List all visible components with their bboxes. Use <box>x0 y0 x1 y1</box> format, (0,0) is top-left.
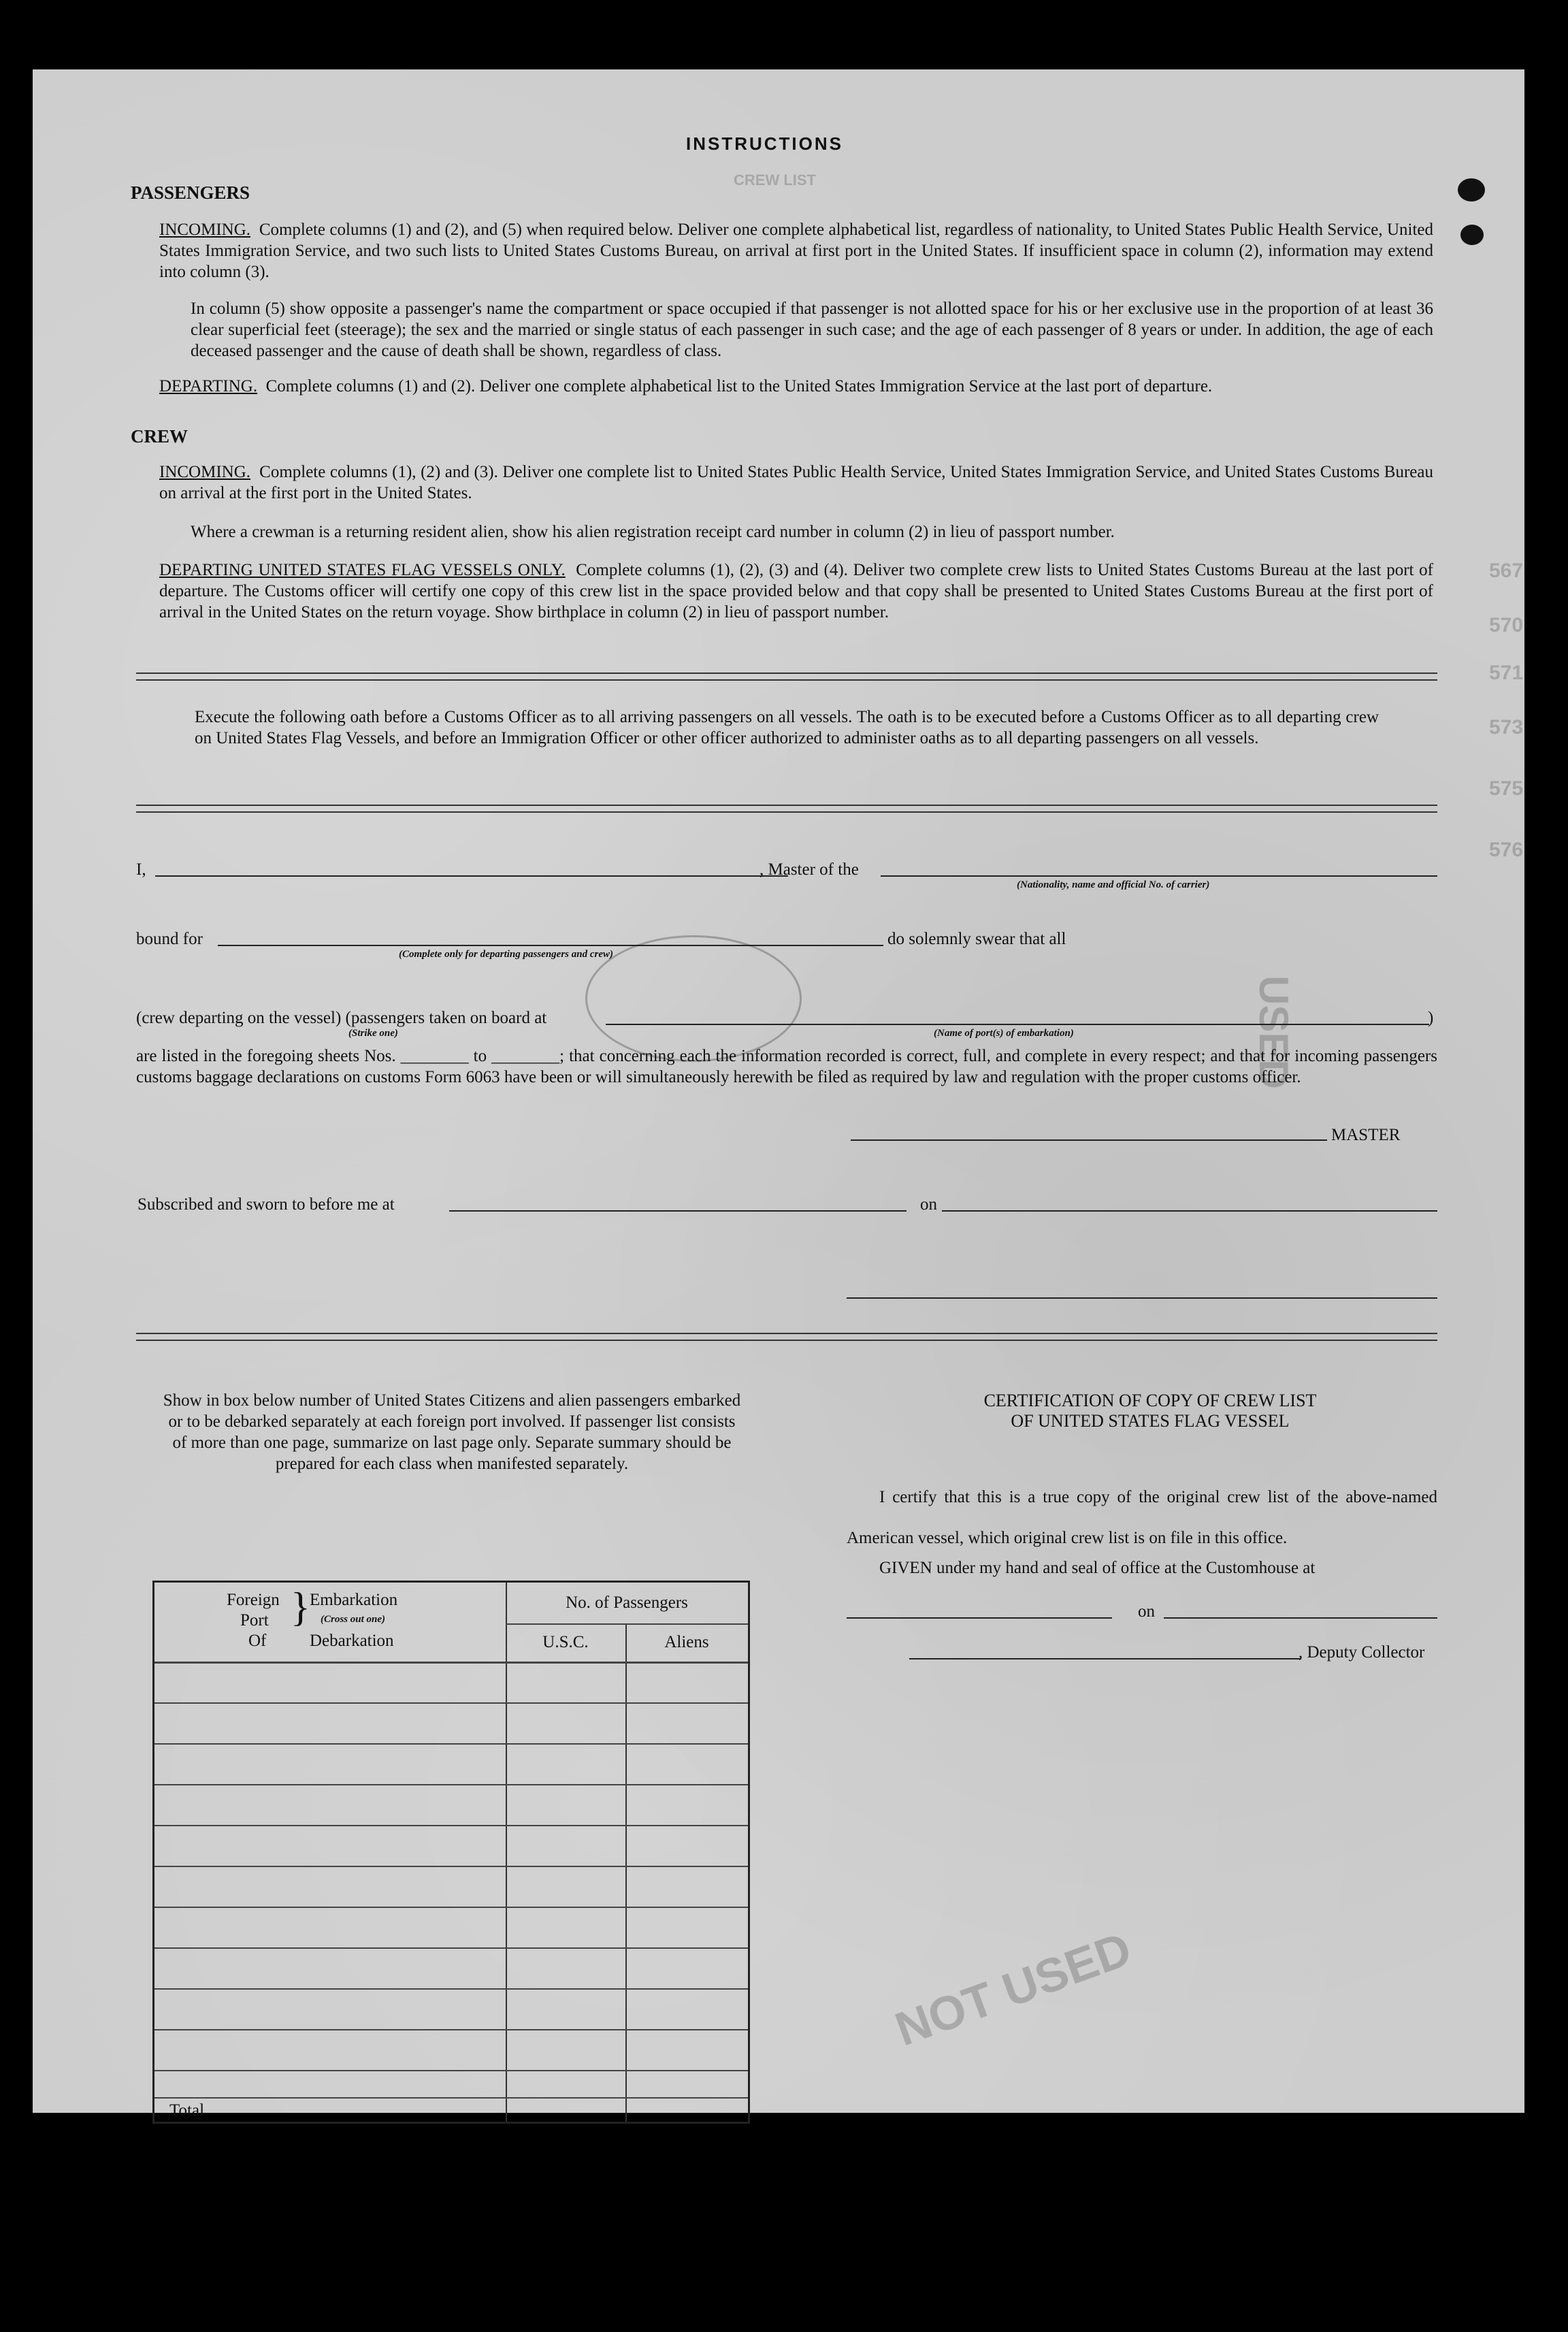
master-of-label: , Master of the <box>760 860 859 879</box>
complete-only-note: (Complete only for departing passengers and crew) <box>399 949 613 960</box>
master-name-field[interactable] <box>155 875 788 877</box>
bleed-number: 576 <box>1489 839 1524 861</box>
crew-departing-text: Complete columns (1), (2), (3) and (4). Deliver two complete crew lists to United States Customs Bureau at the last port of departure. The Customs officer will certify one copy of this crew list in the space provided below and that copy shall be presented to United States Customs Bureau at the first port of arrival in the United States on the return voyage. Show birthplace in column (2) in lieu of passport number. <box>159 561 1434 621</box>
page-heading: INSTRUCTIONS <box>686 133 843 154</box>
table-row <box>154 2029 748 2030</box>
table-row <box>154 1702 748 1704</box>
certification-title-2: OF UNITED STATES FLAG VESSEL <box>1011 1411 1290 1431</box>
form-page <box>33 69 1524 2120</box>
col-port: Port <box>240 1611 269 1630</box>
divider <box>136 805 1437 813</box>
passengers-incoming-text: Complete columns (1) and (2), and (5) when required below. Deliver one complete alphabetical list, regardless of nationality, to United States Public Health Service, United States Immigration Service, and two such lists to United States Customs Bureau, on arrival at first port in the United States. If insufficient space in column (2), information may extend into column (3). <box>159 221 1434 281</box>
bleed-crew-list: CREW LIST <box>734 172 816 189</box>
table-row-total <box>154 2097 748 2099</box>
oath-intro: Execute the following oath before a Customs Officer as to all arriving passengers on all vessels. The oath is to be executed before a Customs Officer as to all departing crew on United States Flag Vessels, and before an Immigration Officer or other officer authorized to administer oaths as to all departing passengers on all vessels. <box>195 708 1379 747</box>
crew-departing-label: DEPARTING UNITED STATES FLAG VESSELS ONLY. <box>159 561 566 579</box>
subscribed-label: Subscribed and sworn to before me at <box>137 1195 395 1214</box>
punch-hole-mark <box>1460 225 1484 245</box>
table-header-bottom <box>154 1662 748 1664</box>
bleed-used-stamp: USED <box>1250 975 1296 1089</box>
certification-on-label: on <box>1138 1602 1155 1621</box>
customhouse-place-field[interactable] <box>847 1617 1112 1619</box>
sworn-on-label: on <box>920 1195 937 1214</box>
crew-incoming-text: Complete columns (1), (2) and (3). Deliver one complete list to United States Public Health Service, United States Immigration Service, and United States Customs Bureau on arrival at the first port in the United States. <box>159 463 1433 502</box>
bound-for-label: bound for <box>136 930 203 948</box>
bleed-number: 571 <box>1489 662 1524 684</box>
sworn-date-field[interactable] <box>942 1210 1437 1212</box>
col-cross-out: (Cross out one) <box>321 1614 386 1625</box>
table-row <box>154 1743 748 1745</box>
bound-for-field[interactable] <box>218 945 883 946</box>
bleed-number: 570 <box>1489 614 1524 636</box>
passengers-incoming-paragraph <box>159 219 1433 282</box>
bleed-number: 573 <box>1489 716 1524 739</box>
table-col-divider <box>625 1623 627 2122</box>
section-title-passengers: PASSENGERS <box>131 182 250 203</box>
listed-paragraph: are listed in the foregoing sheets Nos. ________ to ________; that concerning each the information recorded is correct, full, and complete in every respect; and that for incoming passengers customs baggage declarations on customs Form 6063 have been or will simultaneously herewith be filed as required by law and regulation with the proper customs officer. <box>136 1047 1437 1086</box>
col-usc: U.S.C. <box>542 1633 589 1651</box>
crew-departing-paragraph <box>159 560 1433 623</box>
passenger-summary-table <box>152 1581 750 2124</box>
bleed-circular-stamp <box>585 935 802 1062</box>
table-row <box>154 2070 748 2071</box>
passengers-column5-paragraph: In column (5) show opposite a passenger's name the compartment or space occupied if that passenger is not allotted space for his or her exclusive use in the proportion of at least 36 clear superficial feet (steerage); the sex and the married or single status of each passenger in such case; and the age of each passenger of 8 years or under. In addition, the age of each deceased passenger and the cause of death shall be shown, regardless of class. <box>191 299 1433 360</box>
table-row <box>154 1784 748 1785</box>
punch-hole-mark <box>1458 178 1485 201</box>
col-foreign: Foreign <box>227 1591 280 1609</box>
bleed-number: 575 <box>1489 777 1524 800</box>
master-label: MASTER <box>1331 1126 1401 1144</box>
col-embarkation: Embarkation <box>310 1591 398 1609</box>
table-row <box>154 1825 748 1826</box>
table-row <box>154 1988 748 1990</box>
officer-signature-field[interactable] <box>847 1297 1437 1299</box>
table-row <box>154 1947 748 1949</box>
bleed-not-used-stamp: NOT USED <box>888 1922 1139 2056</box>
divider <box>136 673 1437 681</box>
close-paren: ) <box>1428 1009 1434 1027</box>
col-of: Of <box>248 1632 267 1650</box>
passengers-departing-paragraph <box>159 376 1433 397</box>
passengers-departing-text: Complete columns (1) and (2). Deliver one complete alphabetical list to the United States Immigration Service at the last port of departure. <box>265 377 1213 395</box>
certification-title-1: CERTIFICATION OF COPY OF CREW LIST <box>983 1391 1317 1410</box>
deputy-collector-signature-field[interactable] <box>909 1658 1301 1659</box>
carrier-note: (Nationality, name and official No. of carrier) <box>1017 879 1210 890</box>
deputy-collector-label: , Deputy Collector <box>1298 1643 1425 1662</box>
summary-instructions: Show in box below number of United States Citizens and alien passengers embarked or to be debarked separately at each foreign port involved. If passenger list consists of more than one page, summarize on last page only. Separate summary should be prepared for each class when manifested separately. <box>163 1391 741 1473</box>
col-aliens: Aliens <box>664 1633 709 1651</box>
passengers-incoming-label: INCOMING. <box>159 221 251 239</box>
certification-text: I certify that this is a true copy of the original crew list of the above-named American vessel, which original crew list is on file in this office. <box>847 1488 1437 1547</box>
crew-incoming-paragraph <box>159 461 1433 504</box>
passengers-departing-label: DEPARTING. <box>159 377 258 395</box>
sworn-place-field[interactable] <box>449 1210 906 1212</box>
strike-one-note: (Strike one) <box>348 1028 398 1039</box>
port-note: (Name of port(s) of embarkation) <box>934 1028 1074 1039</box>
col-debarkation: Debarkation <box>310 1632 394 1650</box>
table-row <box>154 1866 748 1867</box>
brace-glyph: } <box>291 1585 310 1630</box>
swear-text: do solemnly swear that all <box>887 930 1066 948</box>
table-row <box>154 1907 748 1908</box>
crew-resident-paragraph: Where a crewman is a returning resident alien, show his alien registration receipt card number in column (2) in lieu of passport number. <box>191 523 1115 541</box>
total-label: Total <box>169 2101 205 2120</box>
table-header-divider <box>506 1623 748 1625</box>
bleed-number: 567 <box>1489 560 1524 582</box>
embarkation-port-field[interactable] <box>606 1024 1429 1025</box>
master-signature-field[interactable] <box>851 1139 1327 1141</box>
certification-given: GIVEN under my hand and seal of office at the Customhouse at <box>879 1559 1316 1577</box>
oath-i-label: I, <box>136 860 146 879</box>
section-title-crew: CREW <box>131 426 189 447</box>
crew-departing-text: (crew departing on the vessel) (passengers taken on board at <box>136 1009 547 1027</box>
crew-incoming-label: INCOMING. <box>159 463 251 481</box>
divider <box>136 1333 1437 1341</box>
col-no-passengers: No. of Passengers <box>566 1593 688 1612</box>
carrier-field[interactable] <box>881 875 1437 877</box>
certification-date-field[interactable] <box>1164 1617 1437 1619</box>
